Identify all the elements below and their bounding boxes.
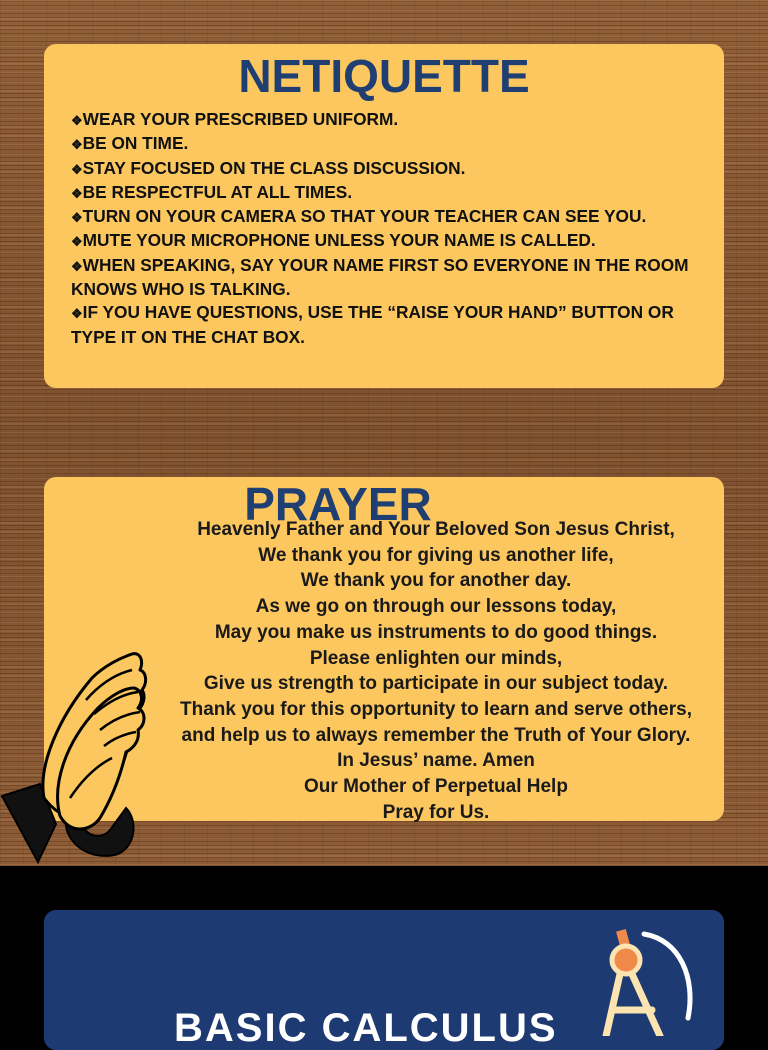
rule-item: ❖ WEAR YOUR PRESCRIBED UNIFORM. <box>71 108 711 132</box>
rule-item: ❖ BE ON TIME. <box>71 132 711 156</box>
prayer-line: Thank you for this opportunity to learn and serve others, <box>179 698 692 720</box>
prayer-line: Please enlighten our minds, <box>309 647 563 669</box>
prayer-line: As we go on through our lessons today, <box>255 596 617 618</box>
prayer-line: May you make us instruments to do good things. <box>214 621 658 643</box>
prayer-line: Heavenly Father and Your Beloved Son Jesus Christ, <box>197 519 675 540</box>
rule-item: ❖ MUTE YOUR MICROPHONE UNLESS YOUR NAME IS CALLED. <box>71 229 711 253</box>
prayer-title: PRAYER <box>244 478 432 530</box>
prayer-line: and help us to always remember the Truth of Your Glory. <box>181 724 691 746</box>
rule-item: ❖ STAY FOCUSED ON THE CLASS DISCUSSION. <box>71 157 711 181</box>
rule-item: ❖ IF YOU HAVE QUESTIONS, USE THE “RAISE YOUR HAND” BUTTON OR TYPE IT ON THE CHAT BOX. <box>71 301 711 349</box>
prayer-text <box>148 517 724 825</box>
subject-title: BASIC CALCULUS <box>174 1006 558 1050</box>
praying-hands-icon <box>0 648 160 866</box>
netiquette-rules <box>71 108 711 349</box>
prayer-line: In Jesus’ name. Amen <box>337 750 535 772</box>
prayer-line: Give us strength to participate in our subject today. <box>203 673 669 695</box>
drafting-compass-icon <box>600 926 700 1036</box>
subject-panel <box>44 910 724 1050</box>
prayer-line: Pray for Us. <box>382 801 490 823</box>
rule-item: ❖ WHEN SPEAKING, SAY YOUR NAME FIRST SO EVERYONE IN THE ROOM KNOWS WHO IS TALKING. <box>71 254 711 302</box>
prayer-line: Our Mother of Perpetual Help <box>304 776 568 798</box>
netiquette-card <box>44 44 724 388</box>
rule-item: ❖ BE RESPECTFUL AT ALL TIMES. <box>71 181 711 205</box>
prayer-line: We thank you for giving us another life, <box>258 544 614 566</box>
rule-item: ❖ TURN ON YOUR CAMERA SO THAT YOUR TEACHER CAN SEE YOU. <box>71 205 711 229</box>
netiquette-title: NETIQUETTE <box>238 50 530 102</box>
prayer-line: We thank you for another day. <box>300 570 572 592</box>
